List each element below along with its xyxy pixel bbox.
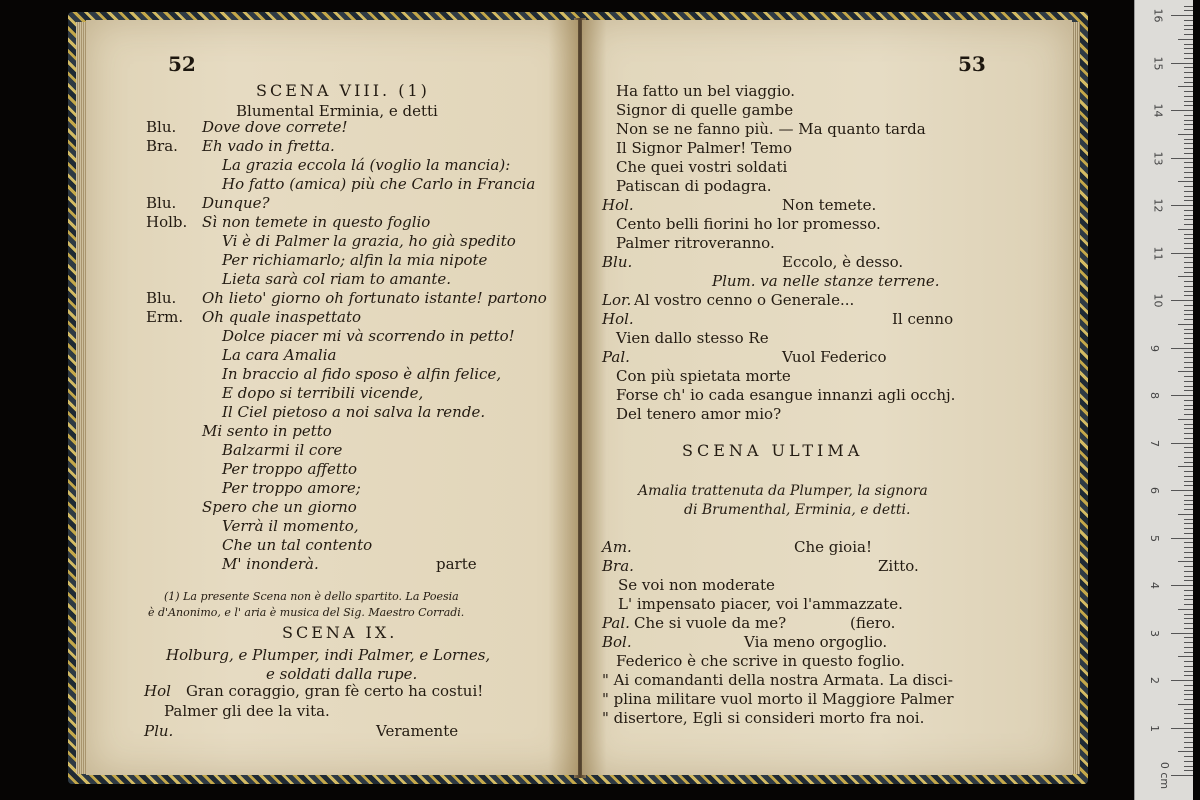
verse-line: Che gioia! bbox=[794, 538, 872, 556]
ruler-tick bbox=[1178, 229, 1193, 230]
ruler-tick bbox=[1171, 633, 1193, 634]
ruler-tick bbox=[1184, 713, 1193, 714]
verse-line: Vuol Federico bbox=[782, 348, 887, 366]
verse-line: (fiero. bbox=[850, 614, 896, 632]
ruler-tick bbox=[1184, 367, 1193, 368]
ruler-tick bbox=[1178, 704, 1193, 705]
ruler-tick bbox=[1178, 276, 1193, 277]
ruler-tick bbox=[1171, 205, 1193, 206]
ruler-tick bbox=[1184, 262, 1193, 263]
verse-line: La grazia eccola lá (voglio la mancia): bbox=[222, 156, 511, 174]
ruler-tick bbox=[1184, 723, 1193, 724]
verse-line: Federico è che scrive in questo foglio. bbox=[616, 652, 905, 670]
ruler-tick bbox=[1184, 652, 1193, 653]
ruler-tick bbox=[1184, 72, 1193, 73]
ruler-tick bbox=[1184, 167, 1193, 168]
speaker-label: Holb. bbox=[146, 213, 188, 231]
ruler-tick bbox=[1184, 766, 1193, 767]
ruler-tick bbox=[1184, 604, 1193, 605]
speaker-label: Hol bbox=[144, 682, 171, 700]
ruler-tick bbox=[1184, 623, 1193, 624]
ruler-tick bbox=[1184, 257, 1193, 258]
ruler-tick bbox=[1184, 576, 1193, 577]
ruler-tick bbox=[1184, 709, 1193, 710]
verse-line: Spero che un giorno bbox=[202, 498, 357, 516]
ruler-tick bbox=[1184, 338, 1193, 339]
ruler-tick bbox=[1184, 343, 1193, 344]
ruler-tick bbox=[1184, 666, 1193, 667]
footnote-line: (1) La presente Scena non è dello spartito. La Poesia bbox=[164, 590, 459, 603]
ruler-tick bbox=[1184, 286, 1193, 287]
ruler-tick bbox=[1171, 490, 1193, 491]
ruler-tick bbox=[1184, 500, 1193, 501]
ruler-tick bbox=[1184, 305, 1193, 306]
ruler-tick bbox=[1184, 694, 1193, 695]
ruler-tick bbox=[1184, 770, 1193, 771]
ruler-tick bbox=[1184, 215, 1193, 216]
ruler-tick bbox=[1184, 25, 1193, 26]
ruler-tick bbox=[1184, 314, 1193, 315]
speaker-label: Blu. bbox=[146, 194, 177, 212]
ruler-number: 14 bbox=[1151, 103, 1165, 118]
ruler-number: 6 bbox=[1148, 487, 1161, 494]
ruler-tick bbox=[1184, 495, 1193, 496]
ruler-tick bbox=[1184, 590, 1193, 591]
ruler-tick bbox=[1184, 20, 1193, 21]
ruler-tick bbox=[1178, 561, 1193, 562]
ruler-tick bbox=[1184, 386, 1193, 387]
ruler-tick bbox=[1184, 390, 1193, 391]
ruler-tick bbox=[1171, 775, 1193, 776]
ruler-tick bbox=[1178, 371, 1193, 372]
ruler-tick bbox=[1184, 77, 1193, 78]
ruler-tick bbox=[1184, 481, 1193, 482]
ruler-tick bbox=[1178, 751, 1193, 752]
ruler-tick bbox=[1184, 139, 1193, 140]
ruler-tick bbox=[1184, 628, 1193, 629]
ruler-tick bbox=[1184, 82, 1193, 83]
ruler-tick bbox=[1171, 110, 1193, 111]
ruler-tick bbox=[1184, 267, 1193, 268]
verse-line: M' inonderà. bbox=[222, 555, 319, 573]
ruler-tick bbox=[1184, 571, 1193, 572]
ruler-tick bbox=[1184, 177, 1193, 178]
ruler-tick bbox=[1184, 647, 1193, 648]
ruler-tick bbox=[1184, 471, 1193, 472]
ruler-tick bbox=[1184, 162, 1193, 163]
ruler-tick bbox=[1184, 552, 1193, 553]
ruler-tick bbox=[1184, 34, 1193, 35]
verse-line: Plum. va nelle stanze terrene. bbox=[712, 272, 940, 290]
ruler-tick bbox=[1184, 48, 1193, 49]
verse-line: Del tenero amor mio? bbox=[616, 405, 782, 423]
ruler-number: 3 bbox=[1148, 629, 1161, 637]
verse-line: Lieta sarà col riam to amante. bbox=[222, 270, 452, 288]
ruler-tick bbox=[1171, 395, 1193, 396]
verse-line: Dove dove correte! bbox=[202, 118, 348, 136]
scene-title: SCENA VIII. (1) bbox=[256, 81, 430, 100]
verse-line: Via meno orgoglio. bbox=[744, 633, 888, 651]
speaker-label: Plu. bbox=[144, 722, 174, 740]
ruler-tick bbox=[1171, 538, 1193, 539]
verse-line: Cento belli fiorini ho lor promesso. bbox=[616, 215, 881, 233]
verse-line: Che si vuole da me? bbox=[634, 614, 787, 632]
ruler-tick bbox=[1184, 200, 1193, 201]
ruler-tick bbox=[1184, 272, 1193, 273]
ruler-number: 13 bbox=[1151, 151, 1165, 165]
ruler-tick bbox=[1184, 376, 1193, 377]
ruler-tick bbox=[1178, 134, 1193, 135]
ruler-tick bbox=[1184, 53, 1193, 54]
speaker-label: Bra. bbox=[602, 557, 634, 575]
ruler-tick bbox=[1184, 732, 1193, 733]
ruler-tick bbox=[1184, 595, 1193, 596]
speaker-label: Blu. bbox=[146, 118, 177, 136]
ruler-tick bbox=[1178, 609, 1193, 610]
verse-line: Vien dallo stesso Re bbox=[616, 329, 769, 347]
ruler-tick bbox=[1184, 210, 1193, 211]
speaker-label: Am. bbox=[602, 538, 632, 556]
ruler-number: 12 bbox=[1151, 198, 1165, 213]
speaker-label: Bol. bbox=[602, 633, 632, 651]
ruler-number: 4 bbox=[1148, 582, 1161, 589]
ruler-tick bbox=[1184, 699, 1193, 700]
ruler-tick bbox=[1184, 438, 1193, 439]
ruler-tick bbox=[1184, 504, 1193, 505]
verse-line: Ho fatto (amica) più che Carlo in Francia bbox=[222, 175, 536, 193]
ruler-tick bbox=[1184, 281, 1193, 282]
ruler-tick bbox=[1184, 191, 1193, 192]
ruler-tick bbox=[1184, 690, 1193, 691]
ruler-tick bbox=[1184, 58, 1193, 59]
scene-title: SCENA ULTIMA bbox=[682, 441, 864, 460]
verse-line: Per troppo affetto bbox=[222, 460, 357, 478]
ruler-tick bbox=[1184, 329, 1193, 330]
verse-line: Sì non temete in questo foglio bbox=[202, 213, 431, 231]
ruler-tick bbox=[1184, 642, 1193, 643]
ruler-tick bbox=[1184, 295, 1193, 296]
verse-line: In braccio al fido sposo è alfin felice, bbox=[222, 365, 502, 383]
ruler-number: 1 bbox=[1148, 724, 1161, 732]
ruler-number: 9 bbox=[1148, 344, 1161, 352]
ruler-tick bbox=[1171, 443, 1193, 444]
open-book bbox=[68, 12, 1088, 784]
ruler-tick bbox=[1184, 433, 1193, 434]
ruler-tick bbox=[1184, 528, 1193, 529]
measuring-ruler bbox=[1134, 0, 1193, 800]
ruler-tick bbox=[1184, 519, 1193, 520]
ruler-tick bbox=[1178, 514, 1193, 515]
ruler-tick bbox=[1184, 362, 1193, 363]
ruler-tick bbox=[1171, 585, 1193, 586]
ruler-tick bbox=[1178, 86, 1193, 87]
verse-line: Verrà il momento, bbox=[222, 517, 359, 535]
ruler-number: 5 bbox=[1148, 534, 1161, 542]
ruler-tick bbox=[1184, 219, 1193, 220]
ruler-tick bbox=[1184, 405, 1193, 406]
verse-line: Balzarmi il core bbox=[222, 441, 343, 459]
verse-line: " disertore, Egli si consideri morto fra noi. bbox=[602, 709, 925, 727]
scene-cast: Amalia trattenuta da Plumper, la signora bbox=[638, 483, 928, 499]
ruler-tick bbox=[1171, 728, 1193, 729]
ruler-tick bbox=[1184, 424, 1193, 425]
verse-line: Palmer ritroveranno. bbox=[616, 234, 775, 252]
ruler-tick bbox=[1184, 447, 1193, 448]
ruler-tick bbox=[1171, 63, 1193, 64]
verse-line: Al vostro cenno o Generale... bbox=[634, 291, 855, 309]
verse-line: E dopo si terribili vicende, bbox=[222, 384, 424, 402]
ruler-tick bbox=[1184, 685, 1193, 686]
ruler-tick bbox=[1184, 124, 1193, 125]
ruler-tick bbox=[1184, 671, 1193, 672]
ruler-number: 8 bbox=[1148, 392, 1161, 399]
ruler-tick bbox=[1184, 542, 1193, 543]
ruler-number: 7 bbox=[1148, 439, 1161, 447]
ruler-tick bbox=[1184, 381, 1193, 382]
ruler-tick bbox=[1184, 457, 1193, 458]
ruler-tick bbox=[1178, 419, 1193, 420]
ruler-tick bbox=[1184, 148, 1193, 149]
ruler-tick bbox=[1184, 291, 1193, 292]
ruler-tick bbox=[1184, 115, 1193, 116]
ruler-tick bbox=[1184, 105, 1193, 106]
scene-title: SCENA IX. bbox=[282, 623, 398, 642]
ruler-tick bbox=[1184, 547, 1193, 548]
ruler-tick bbox=[1184, 599, 1193, 600]
speaker-label: Hol. bbox=[602, 196, 634, 214]
verse-line: Oh lieto' giorno oh fortunato istante! partono bbox=[202, 289, 547, 307]
ruler-tick bbox=[1184, 153, 1193, 154]
verse-line: " plina militare vuol morto il Maggiore Palmer bbox=[602, 690, 954, 708]
speaker-label: Hol. bbox=[602, 310, 634, 328]
ruler-tick bbox=[1184, 357, 1193, 358]
ruler-tick bbox=[1184, 409, 1193, 410]
verse-line: Dunque? bbox=[202, 194, 270, 212]
ruler-tick bbox=[1178, 466, 1193, 467]
verse-line: Che un tal contento bbox=[222, 536, 373, 554]
ruler-tick bbox=[1184, 476, 1193, 477]
verse-line: Gran coraggio, gran fè certo ha costui! bbox=[186, 682, 484, 700]
verse-line: Palmer gli dee la vita. bbox=[164, 702, 330, 720]
verse-line: parte bbox=[436, 555, 477, 573]
ruler-tick bbox=[1178, 656, 1193, 657]
ruler-tick bbox=[1184, 614, 1193, 615]
ruler-tick bbox=[1184, 234, 1193, 235]
ruler-tick bbox=[1184, 96, 1193, 97]
verse-line: Non se ne fanno più. — Ma quanto tarda bbox=[616, 120, 926, 138]
ruler-tick bbox=[1171, 348, 1193, 349]
ruler-tick bbox=[1184, 319, 1193, 320]
ruler-tick bbox=[1184, 6, 1193, 7]
verse-line: La cara Amalia bbox=[222, 346, 337, 364]
ruler-tick bbox=[1184, 747, 1193, 748]
verse-line: Veramente bbox=[376, 722, 459, 740]
left-page bbox=[86, 20, 578, 775]
verse-line: Ha fatto un bel viaggio. bbox=[616, 82, 796, 100]
ruler-tick bbox=[1184, 172, 1193, 173]
ruler-tick bbox=[1184, 509, 1193, 510]
ruler-tick bbox=[1184, 485, 1193, 486]
verse-line: Mi sento in petto bbox=[202, 422, 332, 440]
ruler-tick bbox=[1171, 680, 1193, 681]
ruler-tick bbox=[1184, 580, 1193, 581]
ruler-tick bbox=[1184, 143, 1193, 144]
ruler-tick bbox=[1184, 618, 1193, 619]
ruler-number: 16 bbox=[1151, 8, 1165, 23]
page-number: 53 bbox=[958, 52, 986, 76]
ruler-tick bbox=[1184, 238, 1193, 239]
verse-line: Forse ch' io cada esangue innanzi agli occhj. bbox=[616, 386, 956, 404]
ruler-tick bbox=[1184, 44, 1193, 45]
verse-line: Zitto. bbox=[878, 557, 919, 575]
ruler-tick bbox=[1184, 400, 1193, 401]
verse-line: Patiscan di podagra. bbox=[616, 177, 772, 195]
ruler-tick bbox=[1184, 737, 1193, 738]
ruler-tick bbox=[1184, 352, 1193, 353]
speaker-label: Pal. bbox=[602, 348, 630, 366]
ruler-tick bbox=[1184, 414, 1193, 415]
ruler-tick bbox=[1184, 120, 1193, 121]
ruler-tick bbox=[1184, 661, 1193, 662]
ruler-tick bbox=[1184, 224, 1193, 225]
ruler-tick bbox=[1184, 248, 1193, 249]
verse-line: Il Ciel pietoso a noi salva la rende. bbox=[222, 403, 486, 421]
ruler-tick bbox=[1184, 186, 1193, 187]
verse-line: Per richiamarlo; alfin la mia nipote bbox=[222, 251, 488, 269]
verse-line: Oh quale inaspettato bbox=[202, 308, 362, 326]
verse-line: Eccolo, è desso. bbox=[782, 253, 904, 271]
ruler-tick bbox=[1178, 181, 1193, 182]
verse-line: Il cenno bbox=[892, 310, 954, 328]
page-number: 52 bbox=[168, 52, 196, 76]
ruler-tick bbox=[1171, 253, 1193, 254]
ruler-tick bbox=[1184, 452, 1193, 453]
ruler-number: 15 bbox=[1151, 56, 1165, 70]
verse-line: Se voi non moderate bbox=[618, 576, 775, 594]
ruler-tick bbox=[1184, 10, 1193, 11]
ruler-tick bbox=[1184, 533, 1193, 534]
speaker-label: Erm. bbox=[146, 308, 184, 326]
ruler-tick bbox=[1184, 91, 1193, 92]
ruler-tick bbox=[1171, 15, 1193, 16]
scene-cast: Holburg, e Plumper, indi Palmer, e Lornes, bbox=[166, 646, 491, 664]
verse-line: " Ai comandanti della nostra Armata. La disci- bbox=[602, 671, 953, 689]
ruler-tick bbox=[1184, 557, 1193, 558]
ruler-number: 11 bbox=[1151, 246, 1165, 260]
ruler-tick bbox=[1184, 310, 1193, 311]
ruler-tick bbox=[1184, 67, 1193, 68]
verse-line: Signor di quelle gambe bbox=[616, 101, 794, 119]
ruler-tick bbox=[1184, 243, 1193, 244]
verse-line: Il Signor Palmer! Temo bbox=[616, 139, 792, 157]
ruler-tick bbox=[1184, 761, 1193, 762]
ruler-tick bbox=[1178, 39, 1193, 40]
ruler-tick bbox=[1184, 196, 1193, 197]
verse-line: Che quei vostri soldati bbox=[616, 158, 788, 176]
ruler-tick bbox=[1184, 428, 1193, 429]
ruler-tick bbox=[1184, 718, 1193, 719]
scene-cast: di Brumenthal, Erminia, e detti. bbox=[684, 502, 911, 518]
verse-line: Eh vado in fretta. bbox=[202, 137, 335, 155]
ruler-tick bbox=[1178, 324, 1193, 325]
ruler-tick bbox=[1184, 101, 1193, 102]
ruler-number: 10 bbox=[1151, 293, 1165, 308]
right-page bbox=[582, 20, 1072, 775]
speaker-label: Blu. bbox=[146, 289, 177, 307]
verse-line: Non temete. bbox=[782, 196, 877, 214]
ruler-tick bbox=[1184, 637, 1193, 638]
speaker-label: Bra. bbox=[146, 137, 178, 155]
ruler-tick bbox=[1184, 566, 1193, 567]
footnote-line: è d'Anonimo, e l' aria è musica del Sig. Maestro Corradi. bbox=[148, 606, 465, 619]
ruler-number: 0 cm bbox=[1158, 761, 1172, 790]
verse-line: Per troppo amore; bbox=[222, 479, 361, 497]
verse-line: Dolce piacer mi và scorrendo in petto! bbox=[222, 327, 515, 345]
scene-cast: e soldati dalla rupe. bbox=[266, 665, 418, 683]
ruler-tick bbox=[1184, 756, 1193, 757]
speaker-label: Blu. bbox=[602, 253, 633, 271]
verse-line: Vi è di Palmer la grazia, ho già spedito bbox=[222, 232, 516, 250]
ruler-tick bbox=[1184, 333, 1193, 334]
speaker-label: Pal. bbox=[602, 614, 630, 632]
speaker-label: Lor. bbox=[602, 291, 632, 309]
ruler-tick bbox=[1184, 742, 1193, 743]
ruler-tick bbox=[1171, 158, 1193, 159]
scene-cast: Blumental Erminia, e detti bbox=[236, 102, 438, 120]
ruler-number: 2 bbox=[1148, 677, 1161, 684]
verse-line: L' impensato piacer, voi l'ammazzate. bbox=[618, 595, 903, 613]
ruler-tick bbox=[1184, 675, 1193, 676]
ruler-tick bbox=[1184, 462, 1193, 463]
ruler-tick bbox=[1184, 523, 1193, 524]
ruler-tick bbox=[1171, 300, 1193, 301]
ruler-tick bbox=[1184, 29, 1193, 30]
verse-line: Con più spietata morte bbox=[616, 367, 791, 385]
ruler-tick bbox=[1184, 129, 1193, 130]
